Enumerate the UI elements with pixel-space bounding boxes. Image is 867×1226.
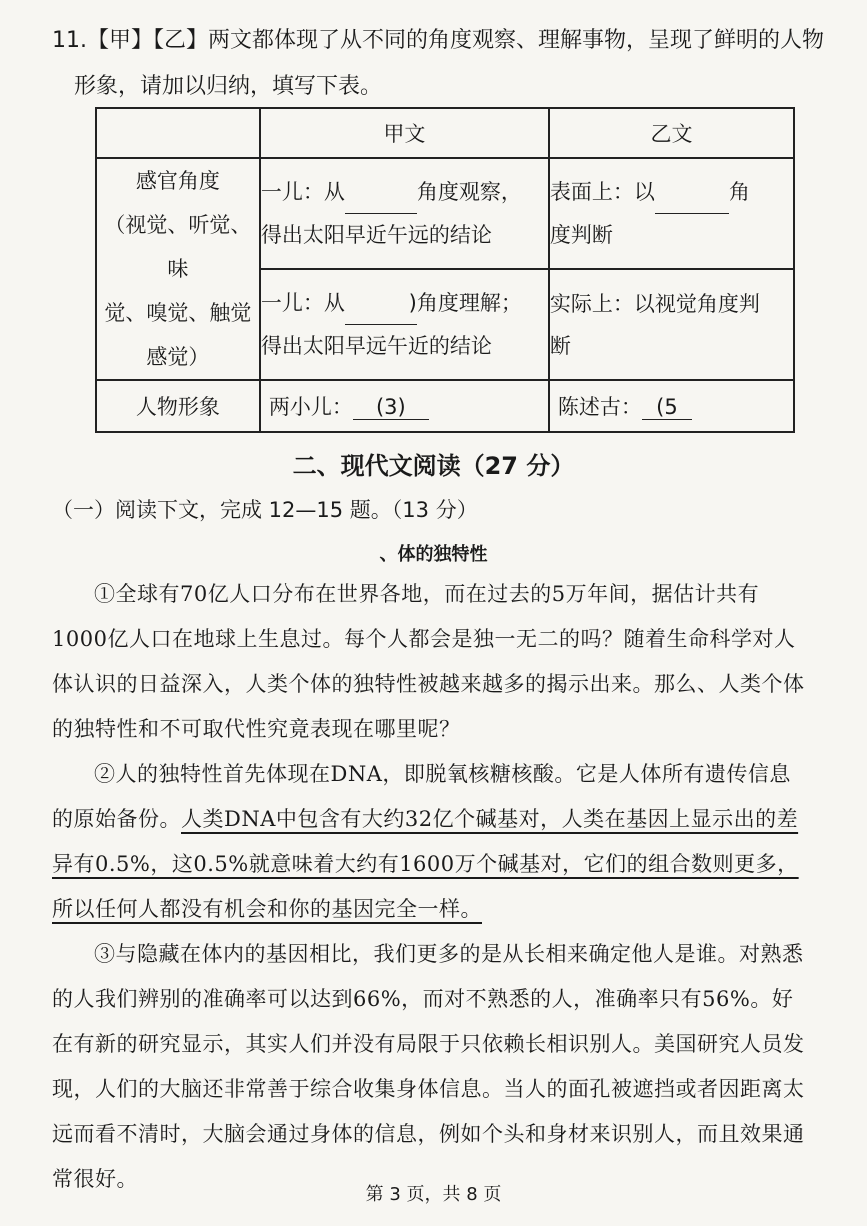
- row2-jia-text-a: 一儿：从: [260, 291, 345, 315]
- row2-jia-text-c: 得出太阳早远午近的结论: [260, 334, 492, 358]
- row1-jia-text-c: 得出太阳早近午远的结论: [260, 223, 492, 247]
- header-yi: 乙文: [549, 108, 794, 158]
- sense-line: 感觉）: [146, 345, 210, 369]
- row2-yi-text-a: 实际上：以视觉角度判: [549, 291, 760, 316]
- answer-blank[interactable]: ): [345, 282, 417, 325]
- sense-angle-label: [96, 158, 260, 380]
- character-image-label: 人物形象: [96, 380, 260, 432]
- answer-blank[interactable]: [655, 171, 729, 214]
- row1-yi-cell: [549, 158, 794, 269]
- paragraph-1: ①全球有70亿人口分布在世界各地，而在过去的5万年间，据估计共有1000亿人口在地球上生息过。每个人都会是独一无二的吗？随着生命科学对人体认识的日益深入，人类个体的独特性被越来越多的揭示出来。那么、人类个体的独特性和不可取代性究竟表现在哪里呢？: [52, 582, 805, 741]
- sense-line: （视觉、听觉、味: [104, 213, 252, 281]
- table-row: [96, 380, 794, 432]
- table-row: [96, 158, 794, 269]
- row1-jia-text-b: 角度观察，: [416, 180, 522, 204]
- question-11-line1: [52, 18, 842, 64]
- paragraph-3: ③与隐藏在体内的基因相比，我们更多的是从长相来确定他人是谁。对熟悉的人我们辨别的准确率可以达到66%，而对不熟悉的人，准确率只有56%。好在有新的研究显示，其实人们并没有局限于只依赖长相识别人。美国研究人员发现，人们的大脑还非常善于综合收集身体信息。当人的面孔被遮挡或者因距离太远而看不清时，大脑会通过身体的信息，例如个头和身材来识别人，而且效果通常很好。: [52, 942, 805, 1191]
- row2-yi-text-b: 断: [549, 333, 571, 358]
- underlined-passage: 人类DNA中包含有大约32亿个碱基对，人类在基因上显示出的差异有0.5%，这0.5%就意味着大约有1600万个碱基对，它们的组合数则更多，所以任何人都没有机会和你的基因完全一样。: [52, 807, 799, 921]
- question-11-text1: 【甲】【乙】两文都体现了从不同的角度观察、理解事物，呈现了鲜明的人物: [87, 28, 825, 53]
- row3-yi-text: 陈述古：: [557, 395, 642, 419]
- question-11-line2: 形象，请加以归纳，填写下表。: [74, 74, 383, 99]
- answer-blank[interactable]: (3): [353, 395, 429, 420]
- row1-yi-text-a: 表面上：以: [549, 180, 655, 204]
- header-jia: 甲文: [260, 108, 549, 158]
- sense-line: 感官角度: [135, 169, 220, 193]
- page-footer: 第 3 页，共 8 页: [365, 1184, 502, 1205]
- paragraph-2: [52, 752, 812, 932]
- row1-jia-cell: [260, 158, 549, 269]
- row1-yi-text-c: 度判断: [549, 223, 613, 247]
- row2-jia-cell: [260, 269, 549, 380]
- row1-jia-text-a: 一儿：从: [260, 180, 345, 204]
- answer-blank[interactable]: (5: [642, 395, 692, 420]
- row1-yi-text-b: 角: [728, 180, 750, 204]
- question-number: 11.: [52, 28, 87, 53]
- reading-instruction: （一）阅读下文，完成 12—15 题。（13 分）: [52, 498, 478, 522]
- paragraph-2-text: ②人的独特性首先体现在DNA，即脱氧核糖核酸。它是人体所有遗传信息的原始备份。: [52, 762, 791, 831]
- row3-jia-text: 两小儿：: [268, 395, 353, 419]
- question-11: [52, 18, 842, 110]
- table-header-row: [96, 108, 794, 158]
- section-title: 二、现代文阅读（27 分）: [292, 452, 575, 480]
- row3-yi-cell: [549, 380, 794, 432]
- sense-line: 觉、嗅觉、触觉: [104, 301, 252, 325]
- answer-blank[interactable]: [345, 171, 417, 214]
- row2-yi-cell: [549, 269, 794, 380]
- table-corner-cell: [96, 108, 260, 158]
- row3-jia-cell: [260, 380, 549, 432]
- row2-jia-text-b: 角度理解；: [416, 291, 522, 315]
- article-title: 、体的独特性: [379, 544, 488, 565]
- answer-table: [95, 107, 795, 433]
